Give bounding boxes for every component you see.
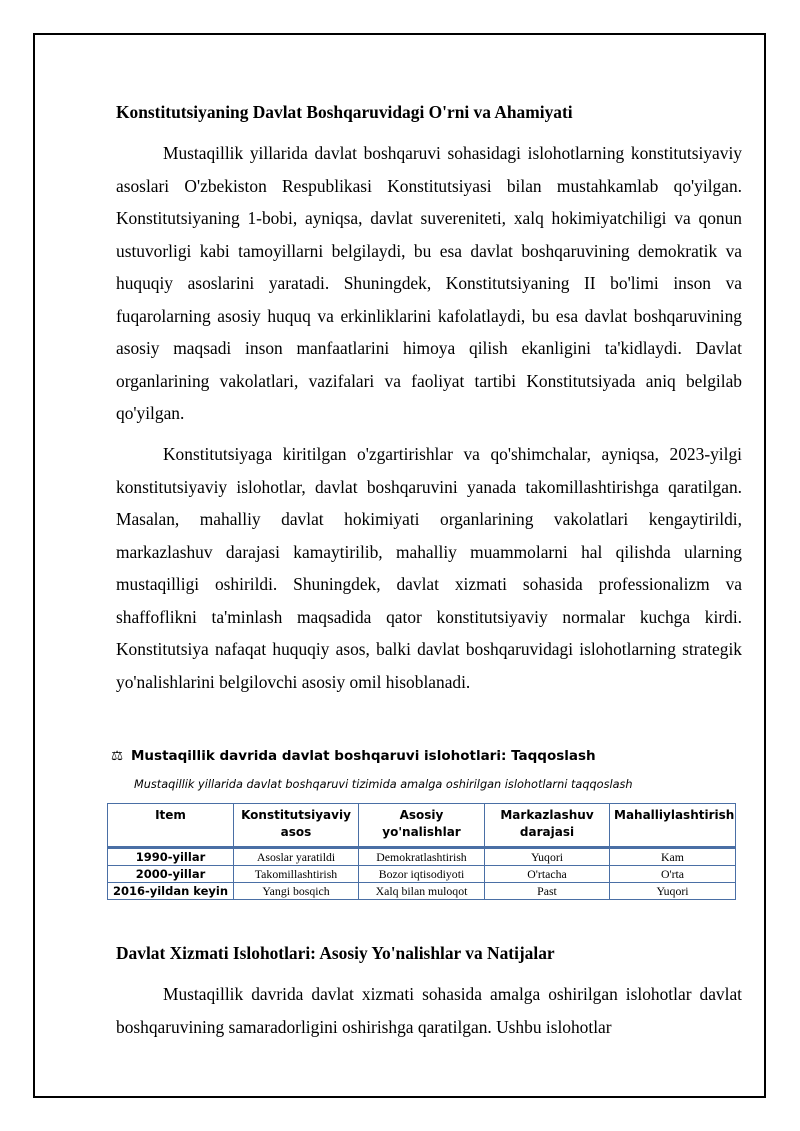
paragraph: Mustaqillik yillarida davlat boshqaruvi sohasidagi islohotlarning konstitutsiyaviy asoslari O'zbekiston Respublikasi Konstitutsiyasi bilan mustahkamlab qo'yilgan. Konstitutsiyaning 1-bobi, ayniqsa, davlat suvereniteti, xalq hokimiyatchiligi va qonun ustuvorligi kabi tamoyillarni belgilaydi, bu esa davlat boshqaruvining demokratik va huquqiy asoslarini yaratadi. Shuningdek, Konstitutsiyaning II bo'limi inson va fuqarolarning asosiy huquq va erkinliklarini kafolatlaydi, bu esa davlat boshqaruvining asosiy maqsadi inson manfaatlarini himoya qilish ekanligini ta'kidlaydi. Davlat organlarining vakolatlari, vazifalari va faoliyat tartibi Konstitutsiyada aniq belgilab qo'yilgan. — [116, 143, 742, 423]
table-cell: Bozor iqtisodiyoti — [359, 866, 485, 883]
scales-icon: ⚖ — [111, 748, 124, 764]
table-cell: O'rtacha — [485, 866, 610, 883]
table-title-text: Mustaqillik davrida davlat boshqaruvi islohotlari: Taqqoslash — [131, 748, 596, 764]
table-title — [111, 748, 596, 764]
column-header: Item — [108, 804, 234, 848]
table-header-row — [108, 804, 736, 848]
column-header: Konstitutsiyaviy asos — [234, 804, 359, 848]
paragraph: Mustaqillik davrida davlat xizmati sohasida amalga oshirilgan islohotlar davlat boshqaruvining samaradorligini oshirishga qaratilgan. Ushbu islohotlar — [116, 984, 742, 1037]
column-header: Markazlashuv darajasi — [485, 804, 610, 848]
table-cell: Kam — [610, 848, 736, 866]
column-header: Mahalliylashtirish — [610, 804, 736, 848]
table-cell: Past — [485, 883, 610, 900]
table-cell: 1990-yillar — [108, 848, 234, 866]
table-cell: Xalq bilan muloqot — [359, 883, 485, 900]
table-row — [108, 883, 736, 900]
table-row — [108, 866, 736, 883]
column-header: Asosiy yo'nalishlar — [359, 804, 485, 848]
section-heading: Davlat Xizmati Islohotlari: Asosiy Yo'nalishlar va Natijalar — [116, 943, 555, 963]
table-subtitle: Mustaqillik yillarida davlat boshqaruvi tizimida amalga oshirilgan islohotlarni taqqoslash — [134, 778, 633, 791]
table-cell: Yangi bosqich — [234, 883, 359, 900]
table-cell: Yuqori — [485, 848, 610, 866]
comparison-table — [107, 803, 736, 900]
table-cell: Yuqori — [610, 883, 736, 900]
table-cell: 2016-yildan keyin — [108, 883, 234, 900]
table-cell: Takomillashtirish — [234, 866, 359, 883]
table-cell: O'rta — [610, 866, 736, 883]
paragraph: Konstitutsiyaga kiritilgan o'zgartirishlar va qo'shimchalar, ayniqsa, 2023-yilgi konstitutsiyaviy islohotlar, davlat boshqaruvini yanada takomillashtirishga qaratilgan. Masalan, mahalliy davlat hokimiyati organlarining vakolatlari kengaytirildi, markazlashuv darajasi kamaytirilib, mahalliy muammolarni hal qilishda ularning mustaqilligi oshirildi. Shuningdek, davlat xizmati sohasida professionalizm va shaffoflikni ta'minlash maqsadida qator konstitutsiyaviy normalar kuchga kirdi. Konstitutsiya nafaqat huquqiy asos, balki davlat boshqaruvidagi islohotlarning strategik yo'nalishlarini belgilovchi asosiy omil hisoblanadi. — [116, 444, 742, 692]
table-cell: Asoslar yaratildi — [234, 848, 359, 866]
table-row — [108, 848, 736, 866]
section-heading: Konstitutsiyaning Davlat Boshqaruvidagi O'rni va Ahamiyati — [116, 102, 573, 122]
table-cell: 2000-yillar — [108, 866, 234, 883]
table-cell: Demokratlashtirish — [359, 848, 485, 866]
